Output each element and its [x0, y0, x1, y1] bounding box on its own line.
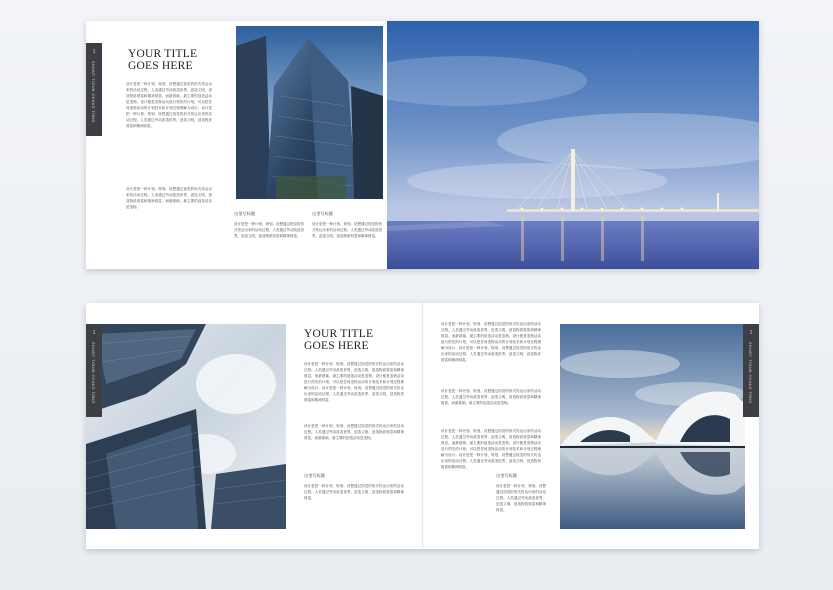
- page-number: 1: [92, 330, 96, 336]
- body-paragraph: 设计是把一种计划、规划、设想通过视觉的形式传达出来的活动过程。人类通过劳动改造世界，创造文明，创造物质财富和精神财富，而最基础、最主要的创造活动是造物。设计便是造物活动进行预先的计划，可以把任何造物活动的计划技术和计划过程理解为设计。设计是把一种计划、规划、设想通过视觉的形式传达出来的活动过程。人类通过劳动改造世界，创造文明，创造物质财富和精神财富。: [126, 82, 212, 128]
- tower-cluster-photo: [86, 324, 286, 529]
- body-paragraph: 设计是把一种计划、规划、设想通过视觉的形式传达出来的活动过程。人类通过劳动改造世界，创造文明，创造物质财富和精神财富，而最基础、最主要的创造活动是造物。设计便是造物活动进行预先的计划，可以把任何造物活动的计划技术和计划过程理解为设计。设计是把一种计划、规划、设想通过视觉的形式传达出来的活动过程。人类通过劳动改造世界，创造文明，创造物质财富和精神财富。: [304, 362, 404, 402]
- title-line-2: GOES HERE: [304, 340, 369, 352]
- body-paragraph: 设计是把一种计划、规划、设想通过视觉的形式传达出来的活动过程。人类通过劳动改造世界，创造文明，创造物质财富和精神财富，而最基础、最主要的创造活动是造物。: [441, 389, 541, 405]
- bridge-photo: [387, 21, 759, 269]
- body-paragraph: 设计是把一种计划、规划、设想通过视觉的形式传达出来的活动过程。人类通过劳动改造世界，创造文明，创造物质财富和精神财富，而最基础、最主要的创造活动是造物。设计便是造物活动进行预先的计划，可以把任何造物活动的计划技术和计划过程理解为设计。设计是把一种计划、规划、设想通过视觉的形式传达出来的活动过程。人类通过劳动改造世界，创造文明，创造物质财富和精神财富。: [441, 429, 541, 469]
- modern-building-photo: [560, 324, 745, 529]
- column-text: 设计是把一种计划、规划、设想通过视觉的形式传达出来的活动过程。人类通过劳动改造世界，创造文明，创造物质财富和精神财富。: [312, 222, 382, 238]
- body-paragraph: 设计是把一种计划、规划、设想通过视觉的形式传达出来的活动过程。人类通过劳动改造世界，创造文明，创造物质财富和精神财富，而最基础、最主要的创造活动是造物。: [126, 187, 212, 209]
- subheading: 这里写标题: [304, 473, 325, 478]
- column-text: 设计是把一种计划、规划、设想通过视觉的形式传达出来的活动过程。人类通过劳动改造世界，创造文明，创造物质财富和精神财富。: [234, 222, 304, 238]
- spine-shadow: [422, 303, 424, 549]
- column-text: 设计是把一种计划、规划、设想通过视觉的形式传达出来的活动过程。人类通过劳动改造世界，创造文明，创造物质财富和精神财富。: [496, 484, 546, 512]
- title-line-1: YOUR TITLE: [304, 328, 374, 340]
- body-paragraph: 设计是把一种计划、规划、设想通过视觉的形式传达出来的活动过程。人类通过劳动改造世界，创造文明，创造物质财富和精神财富，而最基础、最主要的创造活动是造物。: [304, 424, 404, 440]
- column-text: 设计是把一种计划、规划、设想通过视觉的形式传达出来的活动过程。人类通过劳动改造世界，创造文明，创造物质财富和精神财富。: [304, 484, 404, 500]
- brochure-spread-top: [86, 21, 759, 269]
- page-number: 1: [749, 330, 753, 336]
- page-title: [304, 328, 373, 352]
- skyscraper-photo: [236, 26, 383, 199]
- page-sidebar-tab: [86, 43, 102, 136]
- sidebar-vertical-text: SHUATI TIOUN CHUAG TONG: [91, 61, 95, 123]
- subheading: 这里写标题: [312, 211, 333, 216]
- subheading: 这里写标题: [234, 211, 255, 216]
- page-sidebar-tab: [86, 324, 102, 417]
- page-title: [128, 48, 197, 72]
- brochure-spread-bottom: [86, 303, 759, 549]
- sidebar-vertical-text: SHUATI TIOUN CHUAG TONG: [91, 342, 95, 404]
- page-number: 1: [92, 49, 96, 55]
- page-sidebar-tab: [743, 324, 759, 417]
- body-paragraph: 设计是把一种计划、规划、设想通过视觉的形式传达出来的活动过程。人类通过劳动改造世界，创造文明，创造物质财富和精神财富，而最基础、最主要的创造活动是造物。设计便是造物活动进行预先的计划，可以把任何造物活动的计划技术和计划过程理解为设计。设计是把一种计划、规划、设想通过视觉的形式传达出来的活动过程。人类通过劳动改造世界，创造文明，创造物质财富和精神财富。: [441, 322, 541, 362]
- title-line-1: YOUR TITLE: [128, 48, 198, 60]
- title-line-2: GOES HERE: [128, 60, 193, 72]
- sidebar-vertical-text: SHUATI TIOUN CHUAG TONG: [748, 342, 752, 404]
- subheading: 这里写标题: [496, 473, 517, 478]
